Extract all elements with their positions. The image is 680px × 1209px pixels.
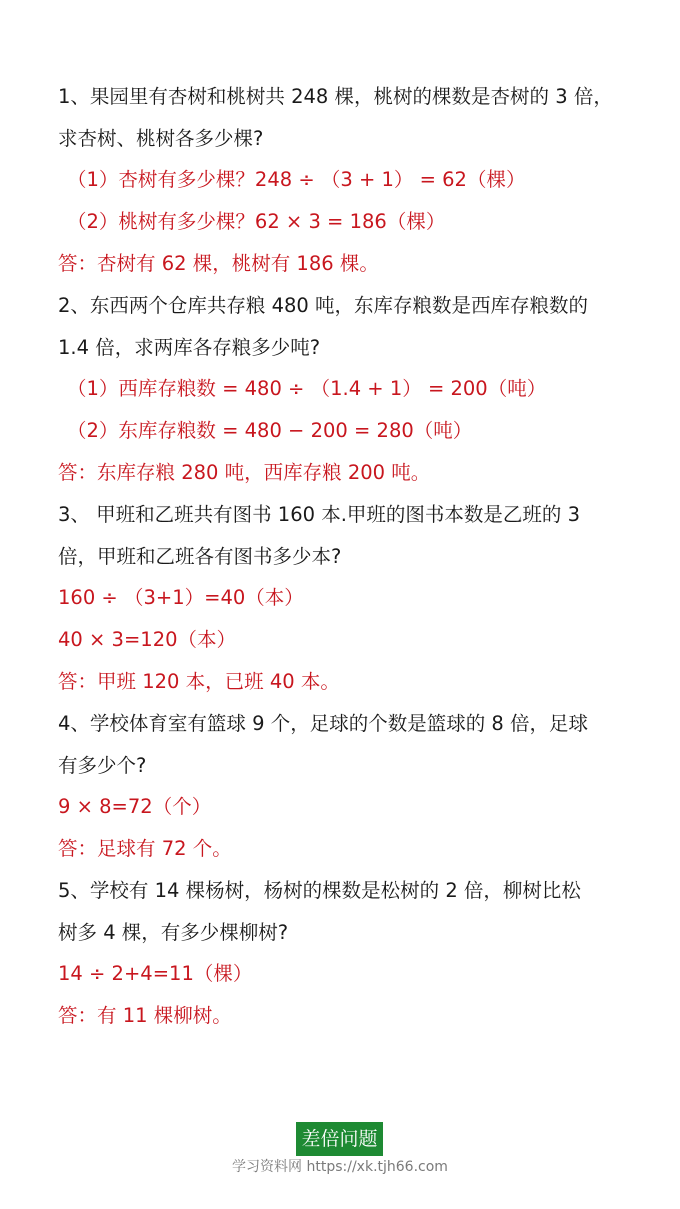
problem-5-answer: 答：有 11 棵柳树。 [58, 1004, 232, 1027]
problem-3-question-line-2: 倍，甲班和乙班各有图书多少本? [58, 545, 342, 568]
problem-4-question-line-2: 有多少个? [58, 754, 147, 777]
footer-source-text: 学习资料网 https://xk.tjh66.com [232, 1159, 448, 1175]
problem-4-answer: 答：足球有 72 个。 [58, 837, 232, 860]
problem-3-question-line-1: 3、 甲班和乙班共有图书 160 本.甲班的图书本数是乙班的 3 [58, 503, 581, 526]
topic-tag: 差倍问题 [296, 1122, 383, 1156]
problem-4-question-line-1: 4、学校体育室有篮球 9 个，足球的个数是篮球的 8 倍，足球 [58, 712, 589, 735]
problem-5-step-1: 14 ÷ 2+4=11（棵） [58, 962, 253, 985]
problem-1-question-line-2: 求杏树、桃树各多少棵? [58, 127, 264, 150]
problem-2-step-2: （2）东库存粮数 = 480 − 200 = 280（吨） [67, 419, 473, 442]
problem-1-step-2: （2）桃树有多少棵？62 × 3 = 186（棵） [67, 210, 446, 233]
problem-3-answer: 答：甲班 120 本，已班 40 本。 [58, 670, 340, 693]
problem-4-step-1: 9 × 8=72（个） [58, 795, 212, 818]
problem-2-question-line-2: 1.4 倍，求两库各存粮多少吨? [58, 336, 321, 359]
problem-1-step-1: （1）杏树有多少棵？248 ÷ （3 + 1） = 62（棵） [67, 168, 526, 191]
problem-5-question-line-2: 树多 4 棵，有多少棵柳树? [58, 921, 289, 944]
problem-3-step-2: 40 × 3=120（本） [58, 628, 237, 651]
problem-5-question-line-1: 5、学校有 14 棵杨树，杨树的棵数是松树的 2 倍，柳树比松 [58, 879, 581, 902]
problem-2-step-1: （1）西库存粮数 = 480 ÷ （1.4 + 1） = 200（吨） [67, 377, 547, 400]
problem-2-answer: 答：东库存粮 280 吨，西库存粮 200 吨。 [58, 461, 431, 484]
problem-1-answer: 答：杏树有 62 棵，桃树有 186 棵。 [58, 252, 379, 275]
problem-3-step-1: 160 ÷ （3+1）=40（本） [58, 586, 304, 609]
problem-2-question-line-1: 2、东西两个仓库共存粮 480 吨，东库存粮数是西库存粮数的 [58, 294, 589, 317]
problem-1-question-line-1: 1、果园里有杏树和桃树共 248 棵，桃树的棵数是杏树的 3 倍， [58, 85, 613, 108]
